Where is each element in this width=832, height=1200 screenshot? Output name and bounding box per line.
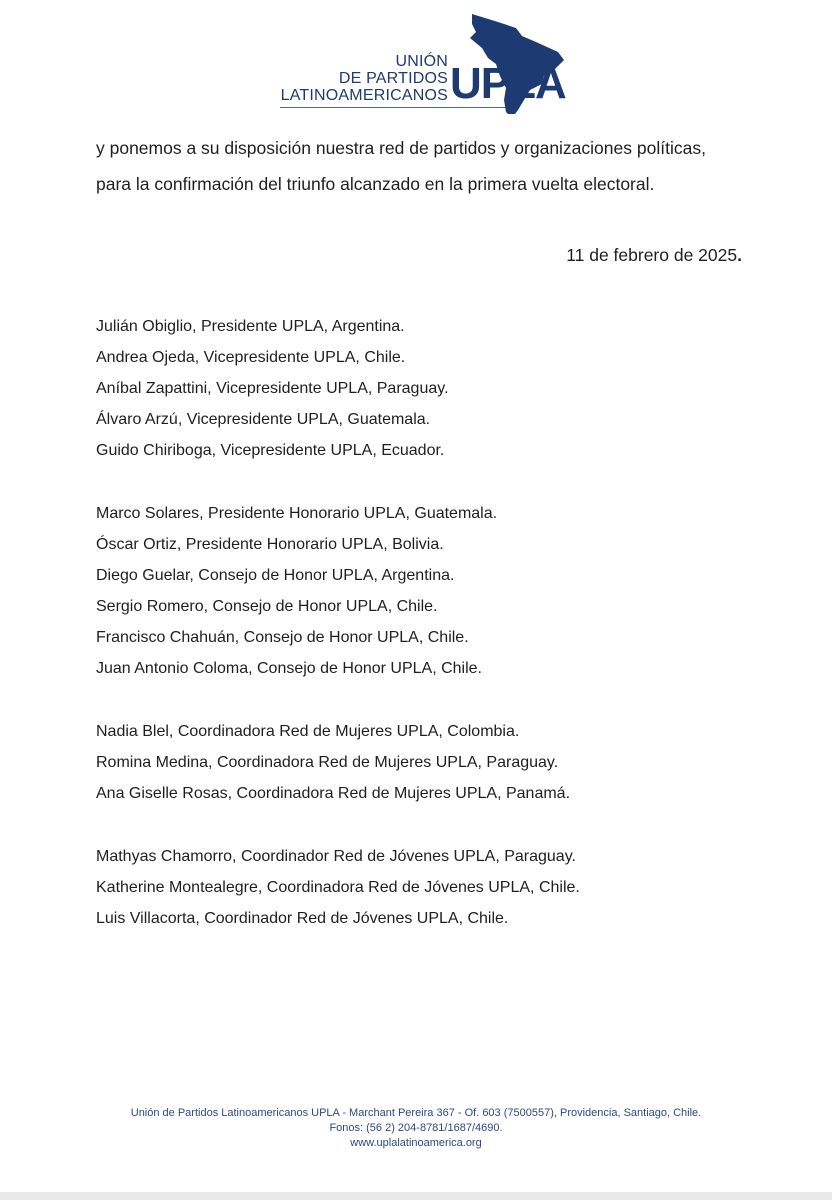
- signatories-youth-network: [96, 841, 580, 934]
- body-line-1: y ponemos a su disposición nuestra red de partidos y organizaciones políticas,: [96, 138, 706, 158]
- signatory: Juan Antonio Coloma, Consejo de Honor UPLA, Chile.: [96, 660, 482, 677]
- signatory: Nadia Blel, Coordinadora Red de Mujeres UPLA, Colombia.: [96, 723, 520, 740]
- logo-mark-text: UPLA: [450, 59, 566, 108]
- signatory: Álvaro Arzú, Vicepresidente UPLA, Guatemala.: [96, 411, 431, 428]
- signatory: Óscar Ortiz, Presidente Honorario UPLA, Bolivia.: [96, 536, 444, 553]
- page-bottom-edge: [0, 1192, 832, 1200]
- date-period: .: [737, 245, 742, 265]
- signatory: Katherine Montealegre, Coordinadora Red de Jóvenes UPLA, Chile.: [96, 879, 580, 896]
- logo-text-de-partidos: DE PARTIDOS: [338, 70, 448, 87]
- body-paragraph: [96, 138, 744, 198]
- signatory: Aníbal Zapattini, Vicepresidente UPLA, Paraguay.: [96, 380, 449, 397]
- signatories-honor: [96, 498, 497, 684]
- signatory: Francisco Chahuán, Consejo de Honor UPLA, Chile.: [96, 629, 469, 646]
- footer-address: Unión de Partidos Latinoamericanos UPLA - Marchant Pereira 367 - Of. 603 (7500557), Providencia, Santiago, Chile.: [130, 1107, 702, 1119]
- signatory: Romina Medina, Coordinadora Red de Mujeres UPLA, Paraguay.: [96, 754, 559, 771]
- upla-map-mark-icon: [446, 14, 566, 114]
- upla-logo: [276, 14, 576, 114]
- letterhead-footer: [0, 1106, 832, 1151]
- signatory: Marco Solares, Presidente Honorario UPLA, Guatemala.: [96, 505, 498, 522]
- footer-website: www.uplalatinoamerica.org: [350, 1137, 482, 1149]
- signatories-executive: [96, 311, 449, 466]
- signatory: Sergio Romero, Consejo de Honor UPLA, Chile.: [96, 598, 438, 615]
- footer-phones: Fonos: (56 2) 204-8781/1687/4690.: [329, 1122, 503, 1134]
- logo-text-union: UNIÓN: [395, 53, 448, 70]
- signatory: Diego Guelar, Consejo de Honor UPLA, Argentina.: [96, 567, 455, 584]
- signatory: Guido Chiriboga, Vicepresidente UPLA, Ecuador.: [96, 442, 445, 459]
- signatory: Ana Giselle Rosas, Coordinadora Red de Mujeres UPLA, Panamá.: [96, 785, 571, 802]
- letter-date: [566, 245, 742, 266]
- signatories-women-network: [96, 716, 570, 809]
- signatory: Luis Villacorta, Coordinador Red de Jóvenes UPLA, Chile.: [96, 910, 509, 927]
- signatory: Julián Obiglio, Presidente UPLA, Argentina.: [96, 318, 405, 335]
- logo-text-latinoamericanos: LATINOAMERICANOS: [280, 87, 448, 104]
- date-text: 11 de febrero de 2025: [566, 245, 738, 265]
- signatory: Mathyas Chamorro, Coordinador Red de Jóvenes UPLA, Paraguay.: [96, 848, 576, 865]
- signatory: Andrea Ojeda, Vicepresidente UPLA, Chile.: [96, 349, 406, 366]
- body-line-2: para la confirmación del triunfo alcanzado en la primera vuelta electoral.: [96, 174, 655, 194]
